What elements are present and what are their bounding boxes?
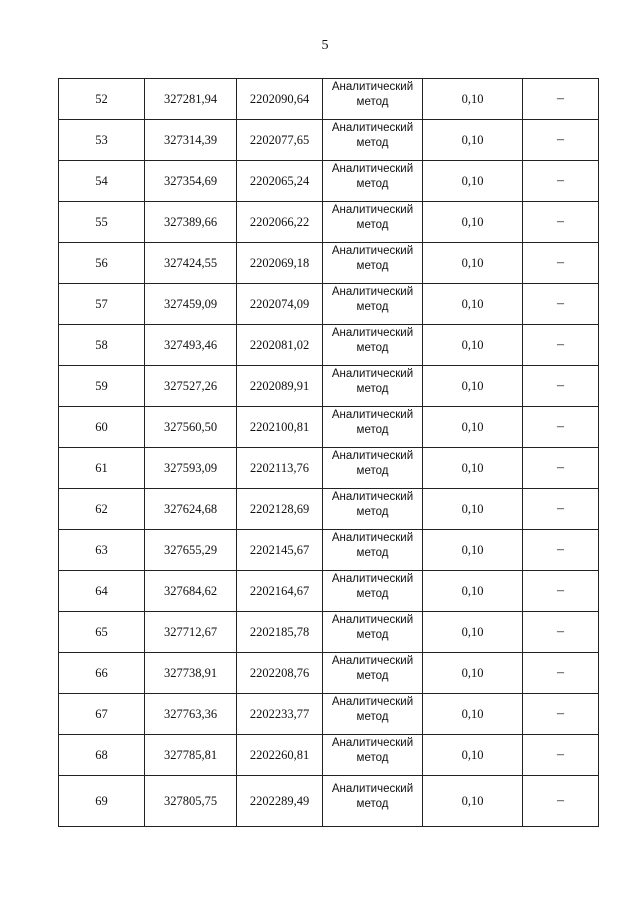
method-line-2: метод [356, 588, 389, 600]
method-cell [323, 694, 423, 735]
y-coordinate-cell: 2202077,65 [237, 120, 323, 161]
table-row [59, 530, 599, 571]
table-row [59, 776, 599, 827]
note-cell: – [523, 407, 599, 448]
method-line-2: метод [356, 260, 389, 272]
method-cell [323, 612, 423, 653]
table-row [59, 243, 599, 284]
y-coordinate-cell: 2202208,76 [237, 653, 323, 694]
point-number-cell: 55 [59, 202, 145, 243]
method-line-1: Аналитический [331, 286, 414, 298]
table-row [59, 448, 599, 489]
y-coordinate-cell: 2202090,64 [237, 79, 323, 120]
point-number-cell: 56 [59, 243, 145, 284]
method-line-1: Аналитический [331, 327, 414, 339]
table-row [59, 694, 599, 735]
note-cell: – [523, 161, 599, 202]
method-cell [323, 571, 423, 612]
method-line-1: Аналитический [331, 245, 414, 257]
x-coordinate-cell: 327738,91 [145, 653, 237, 694]
x-coordinate-cell: 327493,46 [145, 325, 237, 366]
y-coordinate-cell: 2202185,78 [237, 612, 323, 653]
method-cell [323, 653, 423, 694]
method-cell [323, 284, 423, 325]
method-line-2: метод [356, 219, 389, 231]
method-cell [323, 448, 423, 489]
x-coordinate-cell: 327560,50 [145, 407, 237, 448]
x-coordinate-cell: 327424,55 [145, 243, 237, 284]
method-line-1: Аналитический [331, 614, 414, 626]
accuracy-cell: 0,10 [423, 571, 523, 612]
method-line-2: метод [356, 96, 389, 108]
y-coordinate-cell: 2202066,22 [237, 202, 323, 243]
method-line-2: метод [356, 711, 389, 723]
note-cell: – [523, 489, 599, 530]
method-cell [323, 161, 423, 202]
method-line-1: Аналитический [331, 204, 414, 216]
accuracy-cell: 0,10 [423, 202, 523, 243]
page-number: 5 [321, 38, 329, 53]
accuracy-cell: 0,10 [423, 612, 523, 653]
y-coordinate-cell: 2202145,67 [237, 530, 323, 571]
method-line-1: Аналитический [331, 737, 414, 749]
x-coordinate-cell: 327281,94 [145, 79, 237, 120]
note-cell: – [523, 612, 599, 653]
point-number-cell: 63 [59, 530, 145, 571]
method-line-1: Аналитический [331, 783, 414, 795]
method-line-2: метод [356, 383, 389, 395]
y-coordinate-cell: 2202074,09 [237, 284, 323, 325]
accuracy-cell: 0,10 [423, 325, 523, 366]
accuracy-cell: 0,10 [423, 120, 523, 161]
point-number-cell: 52 [59, 79, 145, 120]
method-line-1: Аналитический [331, 122, 414, 134]
note-cell: – [523, 284, 599, 325]
point-number-cell: 59 [59, 366, 145, 407]
note-cell: – [523, 448, 599, 489]
note-cell: – [523, 735, 599, 776]
note-cell: – [523, 202, 599, 243]
x-coordinate-cell: 327593,09 [145, 448, 237, 489]
note-cell: – [523, 571, 599, 612]
note-cell: – [523, 243, 599, 284]
method-cell [323, 243, 423, 284]
note-cell: – [523, 366, 599, 407]
x-coordinate-cell: 327712,67 [145, 612, 237, 653]
point-number-cell: 53 [59, 120, 145, 161]
point-number-cell: 65 [59, 612, 145, 653]
y-coordinate-cell: 2202089,91 [237, 366, 323, 407]
note-cell: – [523, 694, 599, 735]
point-number-cell: 58 [59, 325, 145, 366]
method-line-2: метод [356, 629, 389, 641]
point-number-cell: 61 [59, 448, 145, 489]
method-line-2: метод [356, 424, 389, 436]
accuracy-cell: 0,10 [423, 407, 523, 448]
point-number-cell: 62 [59, 489, 145, 530]
point-number-cell: 66 [59, 653, 145, 694]
point-number-cell: 67 [59, 694, 145, 735]
table-row [59, 161, 599, 202]
method-line-1: Аналитический [331, 163, 414, 175]
table-row [59, 366, 599, 407]
note-cell: – [523, 530, 599, 571]
x-coordinate-cell: 327805,75 [145, 776, 237, 827]
y-coordinate-cell: 2202100,81 [237, 407, 323, 448]
note-cell: – [523, 653, 599, 694]
method-line-1: Аналитический [331, 409, 414, 421]
accuracy-cell: 0,10 [423, 530, 523, 571]
table-row [59, 489, 599, 530]
y-coordinate-cell: 2202164,67 [237, 571, 323, 612]
method-line-2: метод [356, 137, 389, 149]
note-cell: – [523, 120, 599, 161]
y-coordinate-cell: 2202289,49 [237, 776, 323, 827]
method-line-1: Аналитический [331, 573, 414, 585]
accuracy-cell: 0,10 [423, 653, 523, 694]
table-row [59, 284, 599, 325]
method-cell [323, 366, 423, 407]
note-cell: – [523, 79, 599, 120]
x-coordinate-cell: 327389,66 [145, 202, 237, 243]
accuracy-cell: 0,10 [423, 243, 523, 284]
table-row [59, 653, 599, 694]
x-coordinate-cell: 327684,62 [145, 571, 237, 612]
method-line-1: Аналитический [331, 368, 414, 380]
method-cell [323, 735, 423, 776]
accuracy-cell: 0,10 [423, 284, 523, 325]
table-body [59, 79, 599, 827]
method-cell [323, 202, 423, 243]
method-cell [323, 776, 423, 827]
note-cell: – [523, 776, 599, 827]
point-number-cell: 57 [59, 284, 145, 325]
method-line-1: Аналитический [331, 532, 414, 544]
point-number-cell: 64 [59, 571, 145, 612]
x-coordinate-cell: 327655,29 [145, 530, 237, 571]
x-coordinate-cell: 327527,26 [145, 366, 237, 407]
accuracy-cell: 0,10 [423, 366, 523, 407]
y-coordinate-cell: 2202260,81 [237, 735, 323, 776]
y-coordinate-cell: 2202081,02 [237, 325, 323, 366]
method-cell [323, 407, 423, 448]
x-coordinate-cell: 327624,68 [145, 489, 237, 530]
y-coordinate-cell: 2202128,69 [237, 489, 323, 530]
point-number-cell: 54 [59, 161, 145, 202]
table-row [59, 612, 599, 653]
method-line-2: метод [356, 178, 389, 190]
y-coordinate-cell: 2202233,77 [237, 694, 323, 735]
table-row [59, 202, 599, 243]
x-coordinate-cell: 327354,69 [145, 161, 237, 202]
point-number-cell: 69 [59, 776, 145, 827]
table-row [59, 735, 599, 776]
table-row [59, 120, 599, 161]
note-cell: – [523, 325, 599, 366]
accuracy-cell: 0,10 [423, 161, 523, 202]
y-coordinate-cell: 2202069,18 [237, 243, 323, 284]
table-row [59, 79, 599, 120]
accuracy-cell: 0,10 [423, 448, 523, 489]
method-line-2: метод [356, 465, 389, 477]
method-line-2: метод [356, 798, 389, 810]
method-line-2: метод [356, 342, 389, 354]
point-number-cell: 68 [59, 735, 145, 776]
method-line-1: Аналитический [331, 655, 414, 667]
accuracy-cell: 0,10 [423, 776, 523, 827]
accuracy-cell: 0,10 [423, 489, 523, 530]
y-coordinate-cell: 2202065,24 [237, 161, 323, 202]
table-row [59, 325, 599, 366]
accuracy-cell: 0,10 [423, 694, 523, 735]
method-line-1: Аналитический [331, 491, 414, 503]
method-cell [323, 489, 423, 530]
method-line-2: метод [356, 506, 389, 518]
method-cell [323, 530, 423, 571]
method-line-2: метод [356, 547, 389, 559]
method-cell [323, 79, 423, 120]
method-cell [323, 325, 423, 366]
x-coordinate-cell: 327763,36 [145, 694, 237, 735]
method-line-1: Аналитический [331, 696, 414, 708]
method-line-2: метод [356, 752, 389, 764]
x-coordinate-cell: 327785,81 [145, 735, 237, 776]
table-row [59, 571, 599, 612]
point-number-cell: 60 [59, 407, 145, 448]
method-line-2: метод [356, 670, 389, 682]
accuracy-cell: 0,10 [423, 735, 523, 776]
method-line-2: метод [356, 301, 389, 313]
method-cell [323, 120, 423, 161]
method-line-1: Аналитический [331, 81, 414, 93]
accuracy-cell: 0,10 [423, 79, 523, 120]
y-coordinate-cell: 2202113,76 [237, 448, 323, 489]
method-line-1: Аналитический [331, 450, 414, 462]
coordinates-table [58, 78, 599, 827]
table-row [59, 407, 599, 448]
x-coordinate-cell: 327314,39 [145, 120, 237, 161]
x-coordinate-cell: 327459,09 [145, 284, 237, 325]
